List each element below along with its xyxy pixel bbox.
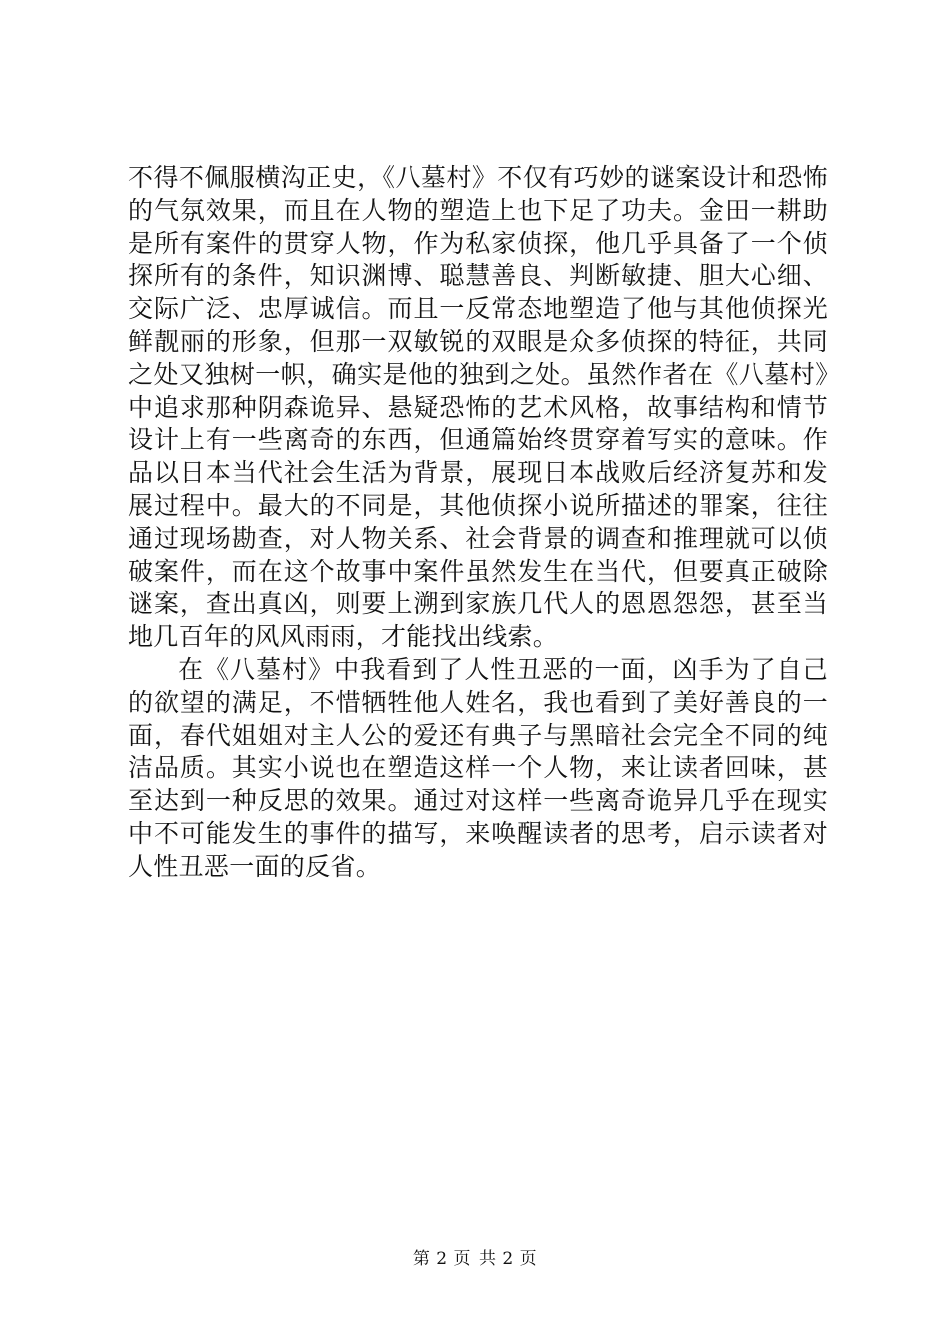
page-number: 第 2 页	[412, 1249, 471, 1269]
paragraph-1: 不得不佩服横沟正史，《八墓村》不仅有巧妙的谜案设计和恐怖的气氛效果，而且在人物的塑造上也下足了功夫。金田一耕助是所有案件的贯穿人物，作为私家侦探，他几乎具备了一个侦探所有的条件，知识渊博、聪慧善良、判断敏捷、胆大心细、交际广泛、忠厚诚信。而且一反常态地塑造了他与其他侦探光鲜靓丽的形象，但那一双敏锐的双眼是众多侦探的特征，共同之处又独树一帜，确实是他的独到之处。虽然作者在《八墓村》中追求那种阴森诡异、悬疑恐怖的艺术风格，故事结构和情节设计上有一些离奇的东西，但通篇始终贯穿着写实的意味。作品以日本当代社会生活为背景，展现日本战败后经济复苏和发展过程中。最大的不同是，其他侦探小说所描述的罪案，往往通过现场勘查，对人物关系、社会背景的调查和推理就可以侦破案件，而在这个故事中案件虽然发生在当代，但要真正破除谜案，查出真凶，则要上溯到家族几代人的恩恩怨怨，甚至当地几百年的风风雨雨，才能找出线索。	[128, 163, 828, 652]
page-total: 共 2 页	[479, 1249, 538, 1269]
page-footer	[0, 1244, 950, 1269]
paragraph-2: 在《八墓村》中我看到了人性丑恶的一面，凶手为了自己的欲望的满足，不惜牺牲他人姓名，我也看到了美好善良的一面，春代姐姐对主人公的爱还有典子与黑暗社会完全不同的纯洁品质。其实小说也在塑造这样一个人物，来让读者回味，甚至达到一种反思的效果。通过对这样一些离奇诡异几乎在现实中不可能发生的事件的描写，来唤醒读者的思考，启示读者对人性丑恶一面的反省。	[128, 654, 828, 881]
document-body	[128, 162, 828, 884]
